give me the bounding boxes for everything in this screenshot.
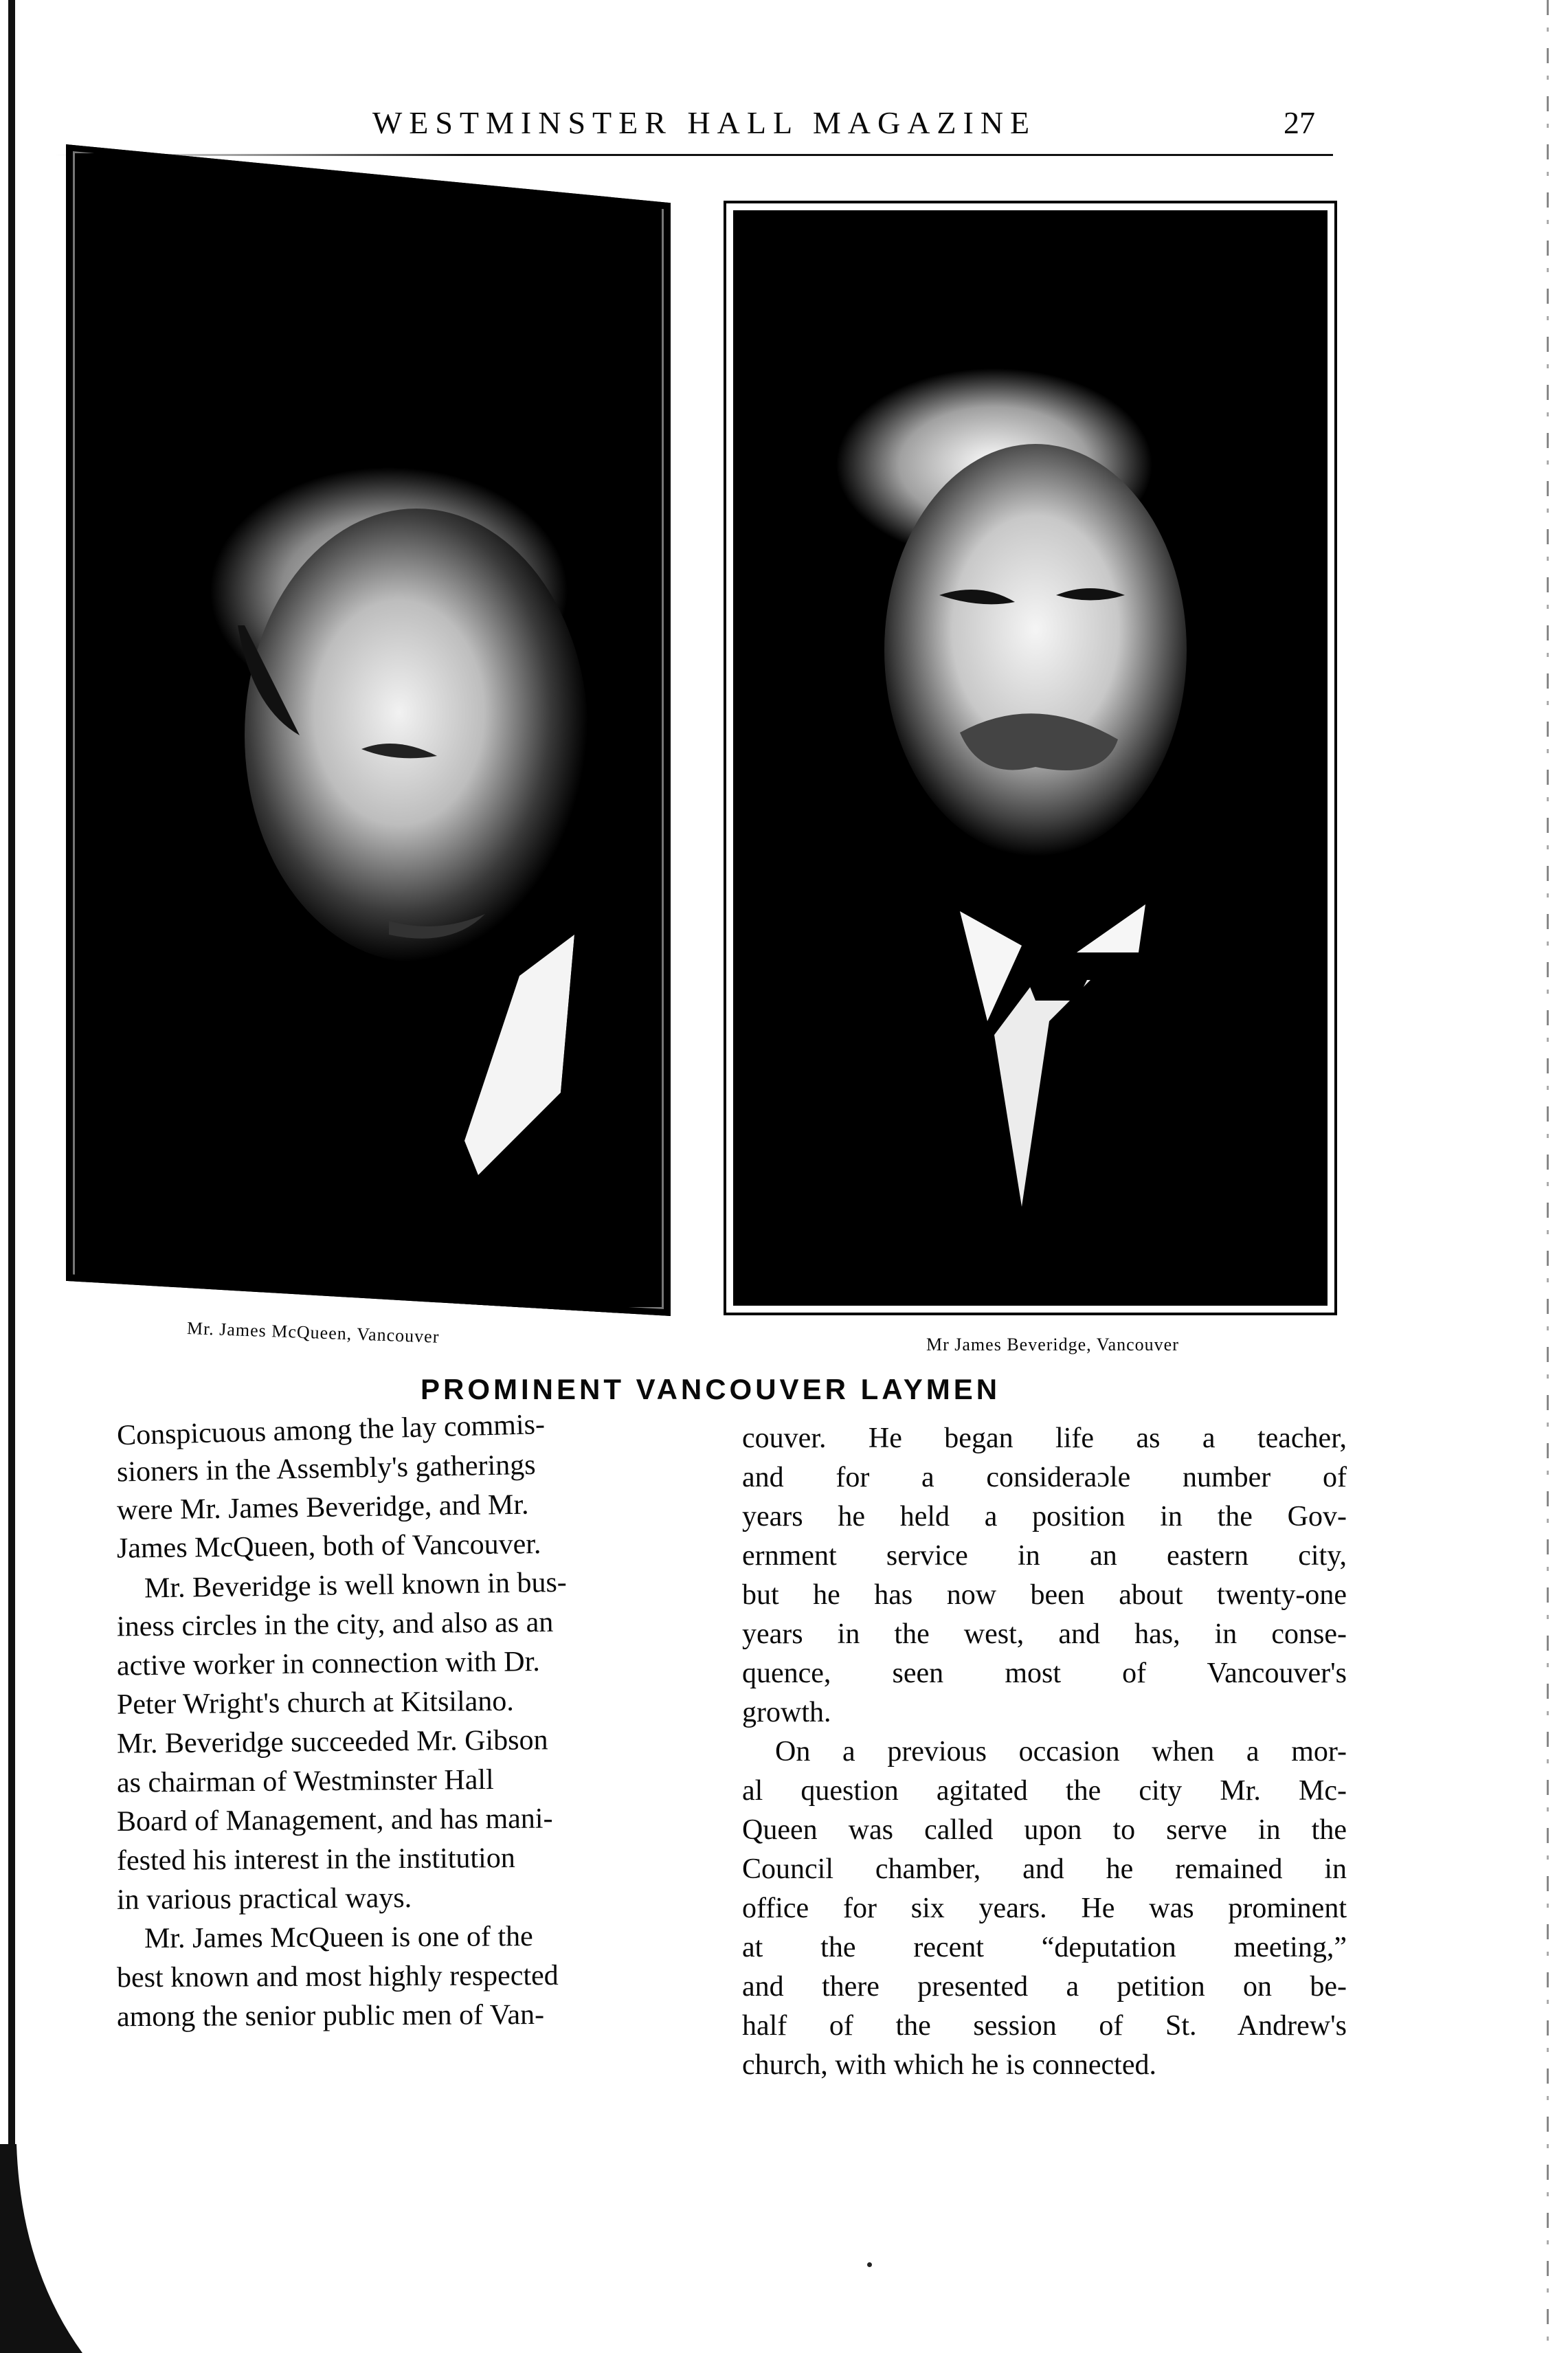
portrait-beveridge: [733, 210, 1328, 1306]
text-line: church, with which he is connected.: [742, 2049, 1156, 2081]
text-line: growth.: [742, 1697, 831, 1728]
article-column-left: [117, 1409, 708, 2036]
caption-beveridge: Mr James Beveridge, Vancouver: [926, 1335, 1179, 1354]
article-title: PROMINENT VANCOUVER LAYMEN: [421, 1373, 1001, 1405]
text-line: half of the session of St. Andrew's: [742, 2010, 1347, 2042]
ink-speck: [867, 2262, 872, 2267]
text-line: Mr. James McQueen is one of the: [144, 1921, 533, 1955]
page-binding-edge: [8, 0, 15, 2353]
text-line: Peter Wright's church at Kitsilano.: [116, 1685, 515, 1721]
portrait-beveridge-frame: [724, 201, 1337, 1315]
caption-mcqueen: Mr. James McQueen, Vancouver: [186, 1318, 440, 1347]
text-line: sioners in the Assembly's gatherings: [116, 1449, 536, 1488]
text-line: and for a consideraɔle number of: [742, 1462, 1347, 1493]
text-line: but he has now been about twenty-one: [742, 1579, 1347, 1611]
text-line: Mr. Beveridge succeeded Mr. Gibson: [116, 1724, 548, 1760]
text-line: Council chamber, and he remained in: [742, 1853, 1347, 1885]
text-line: Mr. Beveridge is well known in bus-: [144, 1566, 568, 1605]
text-line: as chairman of Westminster Hall: [116, 1763, 494, 1799]
header-rule: [55, 154, 1333, 156]
text-line: al question agitated the city Mr. Mc-: [742, 1775, 1347, 1807]
text-line: On a previous occasion when a mor-: [775, 1736, 1347, 1767]
text-line: iness circles in the city, and also as an: [116, 1606, 554, 1643]
text-line: James McQueen, both of Vancouver.: [116, 1528, 541, 1565]
binding-corner-shadow: [0, 2144, 206, 2353]
text-line: Queen was called upon to serve in the: [742, 1814, 1347, 1846]
text-line: Conspicuous among the lay commis-: [116, 1408, 546, 1452]
text-line: and there presented a petition on be-: [742, 1971, 1347, 2003]
article-column-right: [742, 1419, 1347, 2085]
text-line: among the senior public men of Van-: [116, 1998, 545, 2033]
text-line: office for six years. He was prominent: [742, 1893, 1347, 1924]
text-line: at the recent “deputation meeting,”: [742, 1932, 1347, 1963]
page-number: 27: [1284, 105, 1315, 140]
portrait-beveridge-image: [733, 210, 1328, 1306]
text-line: best known and most highly respected: [116, 1959, 559, 1994]
text-line: couver. He began life as a teacher,: [742, 1423, 1347, 1454]
text-line: active worker in connection with Dr.: [116, 1646, 541, 1682]
text-line: quence, seen most of Vancouver's: [742, 1658, 1347, 1689]
text-line: years he held a position in the Gov-: [742, 1501, 1347, 1532]
text-line: were Mr. James Beveridge, and Mr.: [116, 1488, 529, 1527]
text-line: Board of Management, and has mani-: [116, 1803, 553, 1838]
portrait-mcqueen-border: [73, 151, 664, 1309]
page-edge-marks: [1547, 0, 1549, 2353]
running-head: WESTMINSTER HALL MAGAZINE: [372, 105, 1037, 140]
portrait-mcqueen: [66, 144, 671, 1316]
text-line: ernment service in an eastern city,: [742, 1540, 1347, 1572]
text-line: years in the west, and has, in conse-: [742, 1618, 1347, 1650]
text-line: fested his interest in the institution: [116, 1842, 515, 1877]
text-line: in various practical ways.: [116, 1882, 412, 1917]
